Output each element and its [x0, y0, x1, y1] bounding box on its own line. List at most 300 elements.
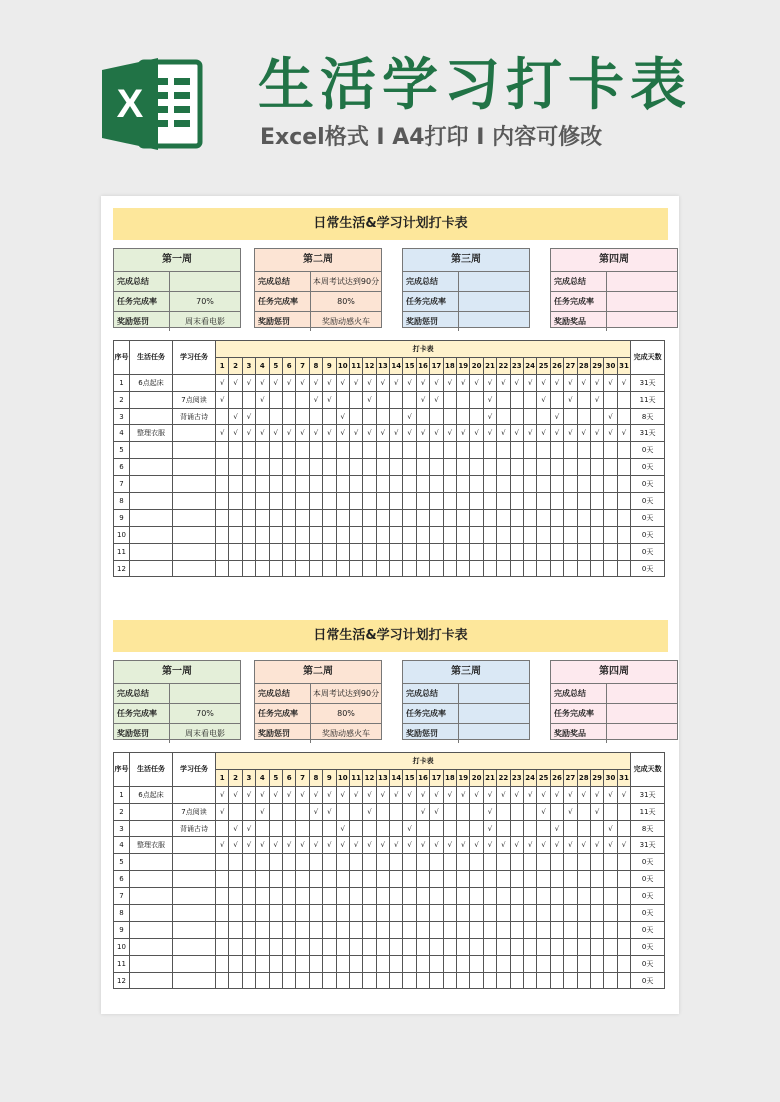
check-cell[interactable]: √: [590, 425, 603, 442]
check-cell[interactable]: √: [269, 374, 282, 391]
check-cell[interactable]: [216, 442, 229, 459]
check-cell[interactable]: √: [550, 820, 563, 837]
check-cell[interactable]: [256, 938, 269, 955]
check-cell[interactable]: [577, 888, 590, 905]
check-cell[interactable]: √: [242, 786, 255, 803]
check-cell[interactable]: [564, 888, 577, 905]
check-cell[interactable]: [470, 543, 483, 560]
check-cell[interactable]: [604, 509, 617, 526]
check-cell[interactable]: [403, 972, 416, 989]
check-cell[interactable]: [510, 972, 523, 989]
check-cell[interactable]: [282, 871, 295, 888]
week-row-value[interactable]: [607, 272, 677, 291]
week-row-value[interactable]: [607, 684, 677, 703]
check-cell[interactable]: √: [403, 425, 416, 442]
check-cell[interactable]: [309, 854, 322, 871]
check-cell[interactable]: √: [577, 425, 590, 442]
check-cell[interactable]: [497, 820, 510, 837]
check-cell[interactable]: [523, 408, 536, 425]
check-cell[interactable]: [363, 442, 376, 459]
row-life-task[interactable]: [130, 803, 173, 820]
check-cell[interactable]: [376, 408, 389, 425]
check-cell[interactable]: √: [390, 374, 403, 391]
check-cell[interactable]: √: [376, 786, 389, 803]
check-cell[interactable]: [336, 955, 349, 972]
check-cell[interactable]: [216, 871, 229, 888]
row-life-task[interactable]: [130, 509, 173, 526]
check-cell[interactable]: [256, 921, 269, 938]
row-study-task[interactable]: [173, 854, 216, 871]
check-cell[interactable]: [577, 442, 590, 459]
check-cell[interactable]: √: [510, 786, 523, 803]
check-cell[interactable]: [309, 871, 322, 888]
check-cell[interactable]: √: [497, 374, 510, 391]
check-cell[interactable]: [403, 955, 416, 972]
check-cell[interactable]: [443, 543, 456, 560]
check-cell[interactable]: [403, 905, 416, 922]
check-cell[interactable]: [282, 972, 295, 989]
check-cell[interactable]: [390, 459, 403, 476]
check-cell[interactable]: [296, 938, 309, 955]
row-study-task[interactable]: [173, 476, 216, 493]
check-cell[interactable]: [242, 526, 255, 543]
check-cell[interactable]: [564, 476, 577, 493]
week-row-value[interactable]: 本周考试达到90分: [312, 277, 380, 286]
check-cell[interactable]: [443, 871, 456, 888]
check-cell[interactable]: [363, 938, 376, 955]
check-cell[interactable]: √: [457, 374, 470, 391]
check-cell[interactable]: [256, 905, 269, 922]
check-cell[interactable]: √: [256, 391, 269, 408]
check-cell[interactable]: [416, 560, 429, 577]
check-cell[interactable]: [470, 820, 483, 837]
check-cell[interactable]: [510, 476, 523, 493]
week-row-value[interactable]: [607, 292, 677, 311]
row-study-task[interactable]: 背诵古诗: [173, 820, 216, 837]
check-cell[interactable]: [309, 459, 322, 476]
check-cell[interactable]: √: [457, 837, 470, 854]
check-cell[interactable]: √: [510, 374, 523, 391]
check-cell[interactable]: [443, 459, 456, 476]
check-cell[interactable]: [269, 391, 282, 408]
check-cell[interactable]: √: [296, 425, 309, 442]
check-cell[interactable]: [537, 493, 550, 510]
check-cell[interactable]: [323, 543, 336, 560]
check-cell[interactable]: [550, 543, 563, 560]
check-cell[interactable]: [443, 803, 456, 820]
check-cell[interactable]: [497, 871, 510, 888]
check-cell[interactable]: [523, 442, 536, 459]
check-cell[interactable]: [416, 972, 429, 989]
check-cell[interactable]: [590, 938, 603, 955]
check-cell[interactable]: [363, 820, 376, 837]
check-cell[interactable]: √: [604, 837, 617, 854]
check-cell[interactable]: [497, 803, 510, 820]
check-cell[interactable]: [537, 509, 550, 526]
check-cell[interactable]: √: [497, 837, 510, 854]
check-cell[interactable]: [229, 972, 242, 989]
check-cell[interactable]: [269, 955, 282, 972]
check-cell[interactable]: [577, 871, 590, 888]
check-cell[interactable]: [349, 955, 362, 972]
check-cell[interactable]: [256, 871, 269, 888]
check-cell[interactable]: [390, 442, 403, 459]
check-cell[interactable]: [323, 921, 336, 938]
check-cell[interactable]: [497, 955, 510, 972]
check-cell[interactable]: √: [403, 837, 416, 854]
check-cell[interactable]: [376, 938, 389, 955]
check-cell[interactable]: [564, 854, 577, 871]
check-cell[interactable]: √: [403, 408, 416, 425]
check-cell[interactable]: [510, 560, 523, 577]
check-cell[interactable]: [577, 955, 590, 972]
check-cell[interactable]: √: [269, 425, 282, 442]
check-cell[interactable]: √: [256, 425, 269, 442]
check-cell[interactable]: [590, 871, 603, 888]
check-cell[interactable]: [483, 972, 496, 989]
check-cell[interactable]: √: [403, 820, 416, 837]
check-cell[interactable]: [510, 459, 523, 476]
week-row-value[interactable]: [459, 272, 529, 291]
check-cell[interactable]: [430, 972, 443, 989]
week-row-value[interactable]: [607, 724, 677, 743]
check-cell[interactable]: [349, 493, 362, 510]
check-cell[interactable]: [216, 493, 229, 510]
check-cell[interactable]: [443, 888, 456, 905]
row-study-task[interactable]: [173, 786, 216, 803]
check-cell[interactable]: [323, 905, 336, 922]
check-cell[interactable]: [256, 459, 269, 476]
check-cell[interactable]: [323, 820, 336, 837]
row-study-task[interactable]: [173, 459, 216, 476]
check-cell[interactable]: [443, 560, 456, 577]
check-cell[interactable]: [229, 509, 242, 526]
check-cell[interactable]: [564, 905, 577, 922]
check-cell[interactable]: [483, 459, 496, 476]
check-cell[interactable]: [390, 509, 403, 526]
check-cell[interactable]: [443, 391, 456, 408]
check-cell[interactable]: [430, 820, 443, 837]
check-cell[interactable]: [229, 955, 242, 972]
check-cell[interactable]: [269, 938, 282, 955]
row-study-task[interactable]: [173, 905, 216, 922]
check-cell[interactable]: [336, 391, 349, 408]
check-cell[interactable]: [430, 854, 443, 871]
check-cell[interactable]: [457, 938, 470, 955]
check-cell[interactable]: √: [483, 820, 496, 837]
check-cell[interactable]: [376, 459, 389, 476]
check-cell[interactable]: [256, 509, 269, 526]
check-cell[interactable]: [510, 493, 523, 510]
check-cell[interactable]: √: [430, 425, 443, 442]
check-cell[interactable]: √: [363, 786, 376, 803]
check-cell[interactable]: [269, 476, 282, 493]
check-cell[interactable]: [470, 938, 483, 955]
row-study-task[interactable]: [173, 493, 216, 510]
check-cell[interactable]: [604, 442, 617, 459]
check-cell[interactable]: [390, 905, 403, 922]
check-cell[interactable]: [309, 408, 322, 425]
week-row-value[interactable]: 80%: [337, 709, 355, 718]
check-cell[interactable]: [216, 408, 229, 425]
week-row-value[interactable]: [459, 684, 529, 703]
check-cell[interactable]: [242, 442, 255, 459]
check-cell[interactable]: [323, 526, 336, 543]
check-cell[interactable]: [296, 526, 309, 543]
check-cell[interactable]: [363, 408, 376, 425]
check-cell[interactable]: [323, 442, 336, 459]
check-cell[interactable]: [617, 459, 631, 476]
check-cell[interactable]: √: [470, 837, 483, 854]
check-cell[interactable]: [363, 560, 376, 577]
check-cell[interactable]: [617, 955, 631, 972]
check-cell[interactable]: √: [242, 374, 255, 391]
check-cell[interactable]: [336, 459, 349, 476]
check-cell[interactable]: [229, 391, 242, 408]
check-cell[interactable]: [376, 803, 389, 820]
check-cell[interactable]: √: [269, 837, 282, 854]
check-cell[interactable]: [323, 871, 336, 888]
check-cell[interactable]: [550, 459, 563, 476]
check-cell[interactable]: [604, 972, 617, 989]
check-cell[interactable]: [282, 560, 295, 577]
check-cell[interactable]: √: [363, 803, 376, 820]
check-cell[interactable]: [617, 905, 631, 922]
check-cell[interactable]: [430, 442, 443, 459]
check-cell[interactable]: [403, 391, 416, 408]
check-cell[interactable]: √: [457, 425, 470, 442]
check-cell[interactable]: [590, 509, 603, 526]
check-cell[interactable]: [323, 938, 336, 955]
check-cell[interactable]: √: [349, 837, 362, 854]
check-cell[interactable]: √: [550, 425, 563, 442]
check-cell[interactable]: [470, 560, 483, 577]
check-cell[interactable]: [457, 442, 470, 459]
check-cell[interactable]: [229, 493, 242, 510]
check-cell[interactable]: [470, 921, 483, 938]
row-study-task[interactable]: [173, 921, 216, 938]
check-cell[interactable]: [457, 408, 470, 425]
check-cell[interactable]: [497, 921, 510, 938]
check-cell[interactable]: [564, 408, 577, 425]
check-cell[interactable]: √: [349, 374, 362, 391]
row-life-task[interactable]: [130, 871, 173, 888]
check-cell[interactable]: √: [336, 425, 349, 442]
check-cell[interactable]: [577, 972, 590, 989]
check-cell[interactable]: [537, 905, 550, 922]
check-cell[interactable]: [242, 972, 255, 989]
check-cell[interactable]: [523, 921, 536, 938]
check-cell[interactable]: [590, 442, 603, 459]
check-cell[interactable]: [604, 888, 617, 905]
check-cell[interactable]: [282, 493, 295, 510]
check-cell[interactable]: [457, 921, 470, 938]
check-cell[interactable]: [523, 493, 536, 510]
row-life-task[interactable]: [130, 526, 173, 543]
check-cell[interactable]: [363, 905, 376, 922]
check-cell[interactable]: [617, 921, 631, 938]
check-cell[interactable]: [282, 854, 295, 871]
check-cell[interactable]: [416, 955, 429, 972]
check-cell[interactable]: [390, 408, 403, 425]
check-cell[interactable]: [216, 459, 229, 476]
check-cell[interactable]: [537, 526, 550, 543]
check-cell[interactable]: √: [430, 803, 443, 820]
check-cell[interactable]: [523, 854, 536, 871]
check-cell[interactable]: √: [282, 425, 295, 442]
check-cell[interactable]: [577, 938, 590, 955]
check-cell[interactable]: [577, 560, 590, 577]
check-cell[interactable]: √: [323, 837, 336, 854]
check-cell[interactable]: [256, 442, 269, 459]
check-cell[interactable]: [430, 459, 443, 476]
check-cell[interactable]: [349, 408, 362, 425]
check-cell[interactable]: [523, 543, 536, 560]
check-cell[interactable]: [416, 888, 429, 905]
check-cell[interactable]: √: [537, 786, 550, 803]
check-cell[interactable]: [523, 391, 536, 408]
check-cell[interactable]: [457, 560, 470, 577]
check-cell[interactable]: √: [242, 425, 255, 442]
check-cell[interactable]: [349, 888, 362, 905]
check-cell[interactable]: [577, 526, 590, 543]
check-cell[interactable]: [256, 526, 269, 543]
check-cell[interactable]: [323, 854, 336, 871]
check-cell[interactable]: [269, 408, 282, 425]
check-cell[interactable]: √: [483, 837, 496, 854]
check-cell[interactable]: [309, 820, 322, 837]
check-cell[interactable]: [296, 972, 309, 989]
check-cell[interactable]: [497, 526, 510, 543]
check-cell[interactable]: √: [510, 837, 523, 854]
row-study-task[interactable]: [173, 955, 216, 972]
check-cell[interactable]: [349, 905, 362, 922]
check-cell[interactable]: √: [216, 837, 229, 854]
check-cell[interactable]: [497, 938, 510, 955]
check-cell[interactable]: [256, 493, 269, 510]
check-cell[interactable]: √: [604, 408, 617, 425]
check-cell[interactable]: [510, 526, 523, 543]
check-cell[interactable]: [269, 803, 282, 820]
check-cell[interactable]: √: [550, 837, 563, 854]
check-cell[interactable]: [430, 493, 443, 510]
check-cell[interactable]: [390, 391, 403, 408]
check-cell[interactable]: [403, 493, 416, 510]
check-cell[interactable]: [336, 543, 349, 560]
check-cell[interactable]: [590, 955, 603, 972]
check-cell[interactable]: [336, 509, 349, 526]
check-cell[interactable]: [537, 955, 550, 972]
check-cell[interactable]: [443, 820, 456, 837]
check-cell[interactable]: [336, 526, 349, 543]
check-cell[interactable]: [470, 526, 483, 543]
check-cell[interactable]: [457, 820, 470, 837]
check-cell[interactable]: [617, 854, 631, 871]
check-cell[interactable]: [470, 476, 483, 493]
row-life-task[interactable]: [130, 955, 173, 972]
row-life-task[interactable]: [130, 543, 173, 560]
check-cell[interactable]: [282, 803, 295, 820]
check-cell[interactable]: [296, 543, 309, 560]
check-cell[interactable]: [443, 955, 456, 972]
check-cell[interactable]: √: [604, 425, 617, 442]
check-cell[interactable]: [296, 871, 309, 888]
check-cell[interactable]: √: [216, 391, 229, 408]
row-study-task[interactable]: [173, 509, 216, 526]
check-cell[interactable]: √: [564, 803, 577, 820]
check-cell[interactable]: [604, 921, 617, 938]
check-cell[interactable]: [229, 543, 242, 560]
check-cell[interactable]: [376, 905, 389, 922]
check-cell[interactable]: [497, 476, 510, 493]
check-cell[interactable]: [483, 938, 496, 955]
check-cell[interactable]: √: [216, 374, 229, 391]
check-cell[interactable]: √: [564, 425, 577, 442]
check-cell[interactable]: √: [470, 786, 483, 803]
check-cell[interactable]: √: [269, 786, 282, 803]
check-cell[interactable]: [537, 543, 550, 560]
check-cell[interactable]: [403, 560, 416, 577]
check-cell[interactable]: [510, 921, 523, 938]
check-cell[interactable]: [497, 442, 510, 459]
check-cell[interactable]: √: [256, 803, 269, 820]
check-cell[interactable]: [604, 560, 617, 577]
check-cell[interactable]: [376, 871, 389, 888]
check-cell[interactable]: [470, 972, 483, 989]
check-cell[interactable]: [349, 509, 362, 526]
check-cell[interactable]: [577, 921, 590, 938]
check-cell[interactable]: [430, 560, 443, 577]
check-cell[interactable]: √: [537, 425, 550, 442]
check-cell[interactable]: [242, 955, 255, 972]
week-row-value[interactable]: 本周考试达到90分: [312, 689, 380, 698]
check-cell[interactable]: √: [390, 786, 403, 803]
check-cell[interactable]: [523, 955, 536, 972]
row-study-task[interactable]: [173, 442, 216, 459]
check-cell[interactable]: [604, 803, 617, 820]
check-cell[interactable]: [349, 543, 362, 560]
check-cell[interactable]: [564, 509, 577, 526]
row-life-task[interactable]: 6点起床: [130, 786, 173, 803]
check-cell[interactable]: [416, 938, 429, 955]
check-cell[interactable]: [390, 543, 403, 560]
check-cell[interactable]: [336, 871, 349, 888]
check-cell[interactable]: [229, 560, 242, 577]
check-cell[interactable]: [470, 391, 483, 408]
check-cell[interactable]: [363, 871, 376, 888]
check-cell[interactable]: [242, 921, 255, 938]
check-cell[interactable]: √: [577, 374, 590, 391]
check-cell[interactable]: √: [483, 425, 496, 442]
check-cell[interactable]: [296, 921, 309, 938]
check-cell[interactable]: [390, 921, 403, 938]
check-cell[interactable]: [497, 560, 510, 577]
check-cell[interactable]: √: [617, 837, 631, 854]
check-cell[interactable]: [617, 526, 631, 543]
check-cell[interactable]: [443, 476, 456, 493]
check-cell[interactable]: √: [564, 786, 577, 803]
check-cell[interactable]: [269, 871, 282, 888]
check-cell[interactable]: √: [416, 374, 429, 391]
check-cell[interactable]: [470, 442, 483, 459]
check-cell[interactable]: [242, 871, 255, 888]
check-cell[interactable]: √: [309, 374, 322, 391]
check-cell[interactable]: [242, 803, 255, 820]
check-cell[interactable]: √: [416, 786, 429, 803]
check-cell[interactable]: [256, 955, 269, 972]
row-life-task[interactable]: [130, 442, 173, 459]
check-cell[interactable]: [523, 905, 536, 922]
